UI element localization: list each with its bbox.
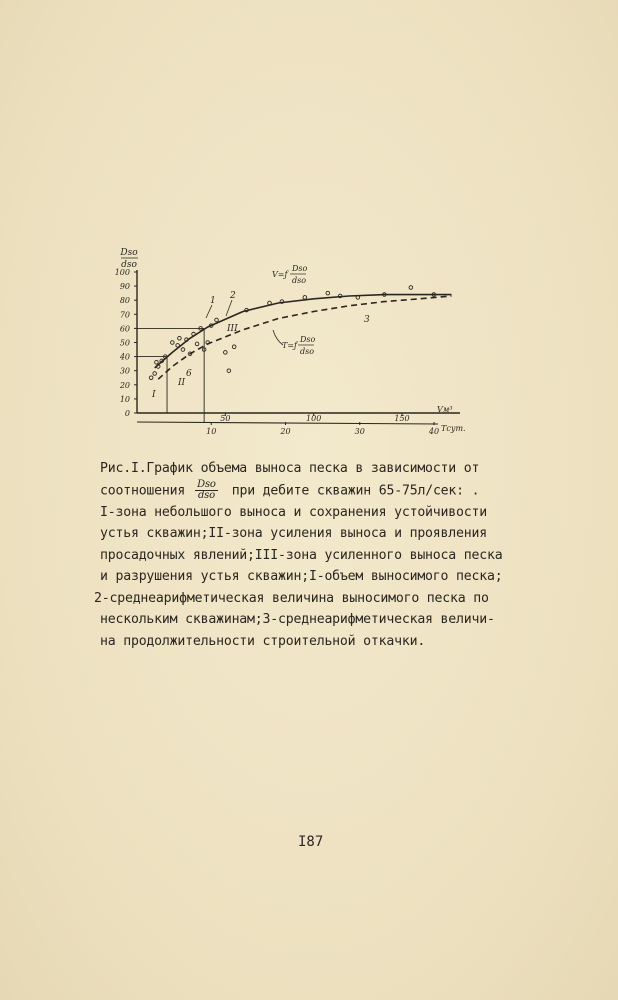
x-tick-label-time-30: 30 [354, 427, 365, 436]
x-tick-label-volume-50: 50 [220, 414, 231, 423]
caption-ratio-numerator: Dso [197, 478, 216, 490]
caption-line-2 [100, 480, 580, 502]
caption-line-6: и разрушения устья скважин;I-объем выносимого песка; [100, 569, 503, 584]
x-tick-label-time-20: 20 [280, 427, 291, 436]
data-point-7 [176, 344, 180, 348]
curve-number-1-pointer [206, 305, 212, 318]
curve-number-1: 1 [210, 296, 216, 306]
caption-line-5: просадочных явлений;III-зона усиленного выноса песка [100, 547, 503, 563]
curve-1 [155, 295, 452, 368]
caption-ratio-suffix: при дебите скважин 65-75л/сек: . [231, 483, 480, 498]
y-tick-label-100: 100 [114, 268, 130, 277]
x-tick-label-volume-100: 100 [306, 414, 322, 423]
caption-line-4: устья скважин;II-зона усиления выноса и проявления [100, 526, 487, 541]
data-point-18 [232, 345, 236, 349]
x-axis-line-time [137, 422, 438, 424]
caption-line-7: 2-среднеарифметическая величина выносимого песка по [94, 590, 489, 606]
curve-1-equation-numerator: Dso [292, 264, 308, 273]
y-tick-label-30: 30 [119, 366, 130, 376]
x-tick-label-time-10: 10 [206, 427, 217, 436]
y-axis-label-denominator: dso [121, 260, 137, 270]
y-axis-label-numerator: Dso [120, 248, 138, 258]
caption-ratio-fraction [195, 480, 218, 501]
data-point-31 [178, 336, 182, 340]
y-tick-label-60: 60 [119, 324, 130, 334]
data-point-12 [195, 342, 199, 346]
curve-number-3: 3 [364, 315, 370, 325]
data-point-6 [171, 341, 175, 345]
data-point-19 [227, 369, 231, 373]
data-point-5 [155, 360, 159, 364]
x-axis-label-time: Tсут. [441, 424, 466, 433]
data-point-23 [303, 296, 307, 300]
y-tick-label-40: 40 [119, 352, 130, 362]
y-tick-label-90: 90 [119, 282, 130, 292]
data-points [149, 286, 435, 380]
y-tick-label-20: 20 [119, 380, 130, 390]
caption-ratio-prefix: соотношения [100, 483, 186, 498]
zone-label-1: I [152, 390, 156, 400]
curve-3-equation: T=ƒ [282, 341, 297, 350]
x-tick-label-volume-150: 150 [394, 414, 410, 423]
data-point-0 [149, 376, 153, 380]
caption-line-9: на продолжительности строительной откачки. [100, 633, 426, 649]
x-tick-label-time-40: 40 [428, 427, 440, 436]
zone-label-3: III [227, 324, 238, 334]
data-point-17 [224, 351, 228, 355]
zone-label-2: II [178, 378, 186, 388]
data-point-24 [326, 291, 330, 295]
y-tick-label-10: 10 [119, 394, 130, 404]
curve-3-equation-denominator: dso [300, 347, 315, 356]
figure-caption [94, 458, 580, 652]
y-tick-label-70: 70 [119, 310, 130, 320]
y-tick-label-80: 80 [119, 296, 130, 306]
curve-number-2: 2 [230, 291, 236, 301]
data-point-21 [268, 301, 272, 305]
curve-number-6: 6 [186, 369, 192, 379]
caption-line-3: I-зона небольшого выноса и сохранения устойчивости [100, 504, 487, 520]
y-tick-label-0: 0 [124, 409, 130, 418]
data-point-28 [409, 286, 413, 290]
curve-1-equation-denominator: dso [292, 276, 307, 285]
data-point-16 [215, 318, 219, 322]
caption-line-1: Рис.I.График объема выноса песка в зависимости от [100, 461, 480, 476]
data-point-8 [181, 348, 185, 352]
curve-3-equation-numerator: Dso [300, 335, 316, 344]
caption-line-8: нескольким скважинам;3-среднеарифметическая величи- [100, 612, 495, 627]
caption-ratio-denominator: dso [197, 489, 215, 501]
curve-1-equation: V=ƒ [272, 270, 288, 279]
data-point-1 [153, 372, 157, 376]
curve-number-2-pointer [226, 300, 232, 316]
x-axis-label-volume: Vм³ [437, 405, 453, 414]
y-tick-label-50: 50 [119, 338, 130, 348]
chart-labels [151, 264, 370, 400]
page-number: I87 [298, 834, 324, 850]
